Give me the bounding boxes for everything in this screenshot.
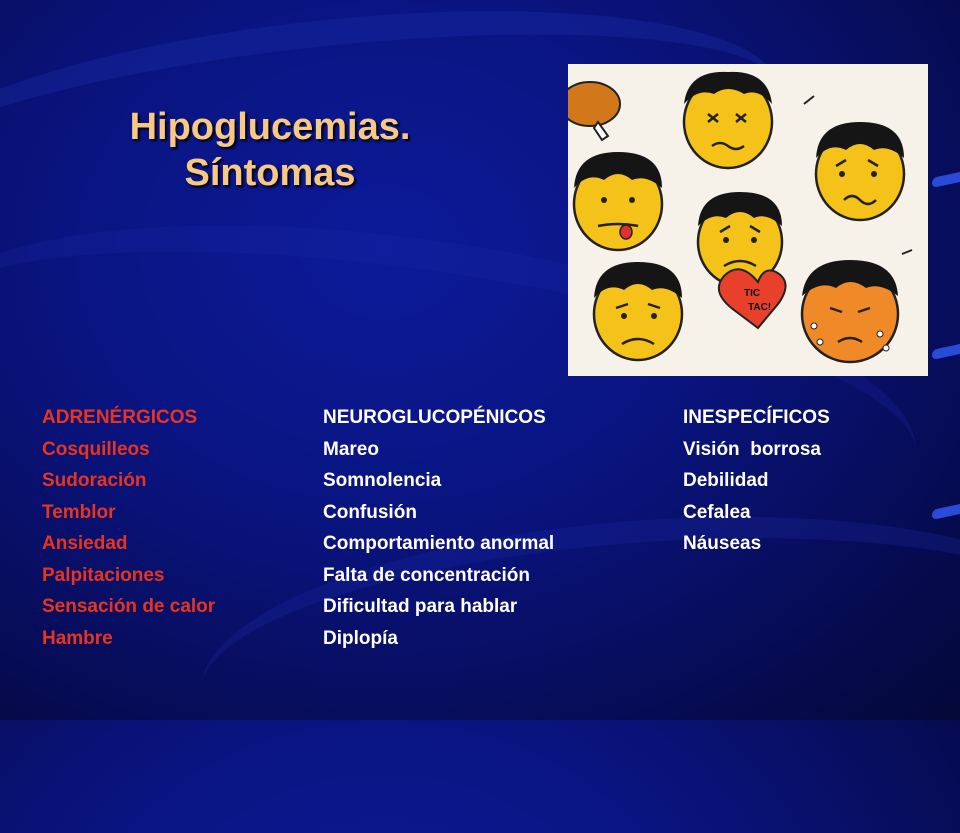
column-heading: ADRENÉRGICOS (42, 407, 198, 428)
face-worried (816, 122, 904, 220)
heart-text-tac: TAC! (748, 302, 772, 313)
symptom-item: Confusión (323, 501, 417, 523)
face-sad (594, 262, 682, 360)
heart-icon (719, 269, 786, 328)
background-streak (191, 489, 960, 833)
title-line-1: Hipoglucemias. (129, 106, 411, 148)
symptom-item: Comportamiento anormal (323, 533, 555, 554)
edge-decoration (932, 344, 960, 360)
slide-title (60, 104, 480, 196)
symptom-item: Hambre (42, 627, 113, 649)
heart-text-tic: TIC (744, 288, 761, 299)
symptom-item: Temblor (42, 501, 116, 523)
symptom-item: Sudoración (42, 470, 147, 491)
symptom-item: Diplopía (323, 627, 398, 649)
face-dizzy (684, 72, 772, 168)
column-heading: INESPECÍFICOS (683, 407, 830, 428)
edge-decoration (932, 504, 960, 520)
symptom-item: Ansiedad (42, 533, 128, 554)
face-hungry (574, 152, 662, 250)
symptom-item: Debilidad (683, 470, 769, 491)
faces-drawing (568, 64, 928, 376)
symptom-item: Náuseas (683, 533, 762, 554)
face-sweating (802, 260, 898, 362)
symptom-item: Somnolencia (323, 470, 442, 491)
symptom-item: Cefalea (683, 501, 751, 523)
chicken-leg-icon (568, 82, 620, 140)
symptom-item: Mareo (323, 438, 379, 460)
symptom-item: Palpitaciones (42, 564, 165, 586)
title-line-2: Síntomas (184, 152, 356, 194)
symptom-item: Visión borrosa (683, 438, 821, 460)
faces-illustration (568, 64, 928, 376)
symptom-item: Falta de concentración (323, 564, 530, 586)
column-inespecificos (683, 402, 830, 560)
symptom-item: Dificultad para hablar (323, 596, 518, 617)
column-heading: NEUROGLUCOPÉNICOS (323, 407, 546, 428)
column-neuroglucopenicos (323, 402, 554, 654)
symptom-item: Sensación de calor (42, 596, 216, 617)
edge-decoration (932, 172, 960, 188)
column-adrenergicos (42, 402, 215, 654)
symptom-item: Cosquilleos (42, 438, 150, 460)
